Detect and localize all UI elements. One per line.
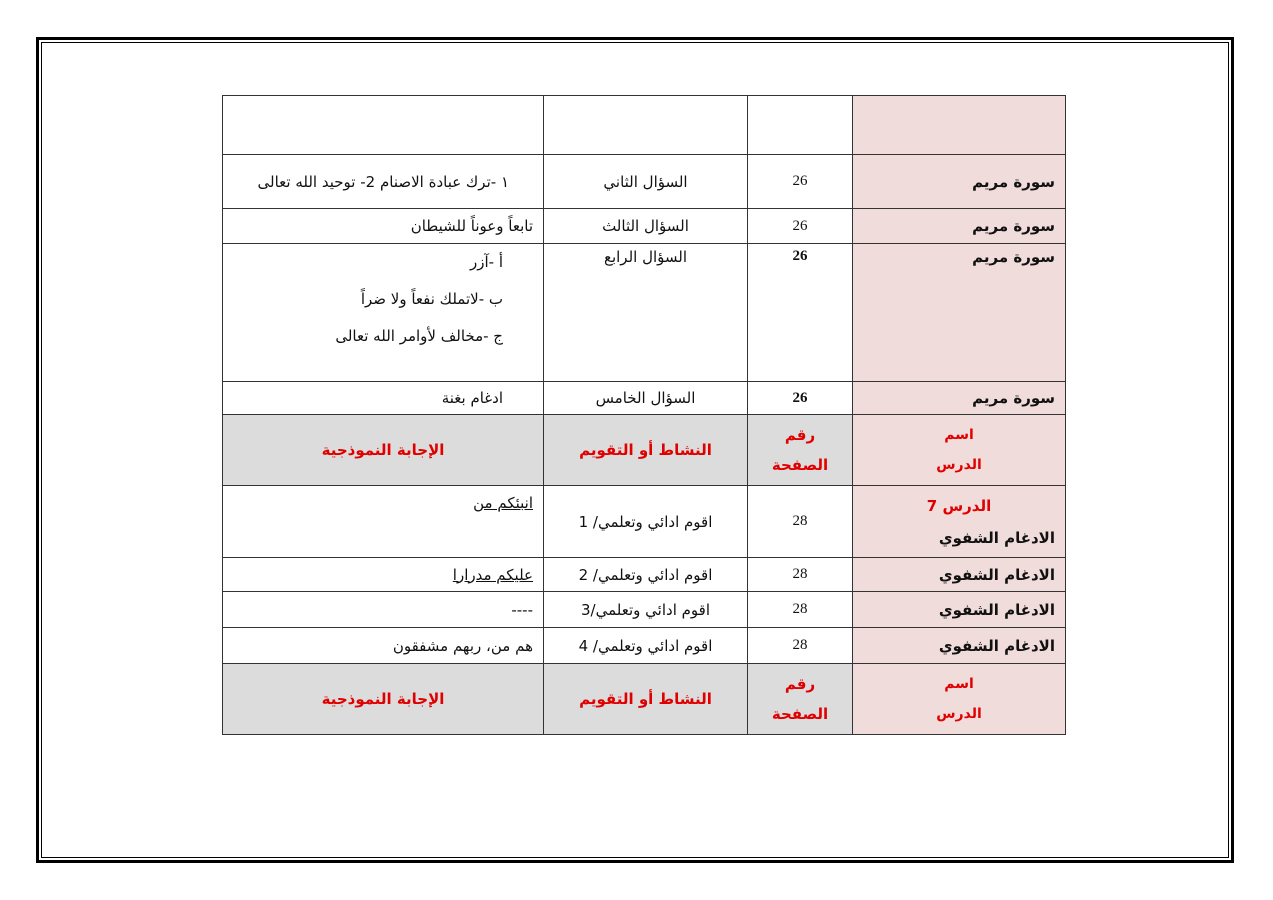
answer-cell: ١ -ترك عبادة الاصنام 2- توحيد الله تعالى bbox=[223, 155, 544, 209]
table-row bbox=[223, 382, 1066, 415]
activity-cell bbox=[544, 96, 748, 155]
table-row bbox=[223, 155, 1066, 209]
header-lesson-line: اسم bbox=[944, 676, 974, 692]
page-cell bbox=[748, 96, 853, 155]
table-row bbox=[223, 558, 1066, 592]
activity-cell: السؤال الثاني bbox=[544, 155, 748, 209]
header-lesson bbox=[853, 664, 1066, 735]
header-row bbox=[223, 415, 1066, 486]
answer-cell bbox=[223, 558, 544, 592]
header-answer: الإجابة النموذجية bbox=[223, 415, 544, 486]
table-row bbox=[223, 209, 1066, 244]
header-activity: النشاط أو التقويم bbox=[544, 664, 748, 735]
answer-text: عليكم مدرارا bbox=[452, 565, 533, 584]
header-answer: الإجابة النموذجية bbox=[223, 664, 544, 735]
lesson-cell: سورة مريم bbox=[853, 155, 1066, 209]
table-row bbox=[223, 628, 1066, 664]
answer-line: ج -مخالف لأوامر الله تعالى bbox=[335, 327, 503, 345]
lesson-cell bbox=[853, 96, 1066, 155]
lesson-cell: سورة مريم bbox=[853, 209, 1066, 244]
page-cell: 28 bbox=[748, 558, 853, 592]
header-lesson-line: الدرس bbox=[936, 457, 982, 473]
lesson-cell bbox=[853, 486, 1066, 558]
page-cell: 26 bbox=[748, 209, 853, 244]
header-lesson bbox=[853, 415, 1066, 486]
page-cell: 26 bbox=[748, 155, 853, 209]
table-row bbox=[223, 486, 1066, 558]
page-cell: 28 bbox=[748, 486, 853, 558]
answer-cell: ---- bbox=[223, 592, 544, 628]
page-cell: 28 bbox=[748, 628, 853, 664]
table-row bbox=[223, 592, 1066, 628]
answer-cell: تابعاً وعوناً للشيطان bbox=[223, 209, 544, 244]
header-row bbox=[223, 664, 1066, 735]
activity-cell: اقوم ادائي وتعلمي/ 4 bbox=[544, 628, 748, 664]
table-row bbox=[223, 96, 1066, 155]
header-page-line: الصفحة bbox=[771, 705, 829, 723]
answer-cell: ادغام بغنة bbox=[223, 382, 544, 415]
answer-cell: هم من، ربهم مشفقون bbox=[223, 628, 544, 664]
activity-cell: اقوم ادائي وتعلمي/3 bbox=[544, 592, 748, 628]
answer-line: ب -لاتملك نفعاً ولا ضراً bbox=[360, 290, 503, 308]
page-cell: 28 bbox=[748, 592, 853, 628]
lesson-cell: سورة مريم bbox=[853, 244, 1066, 382]
activity-cell: السؤال الخامس bbox=[544, 382, 748, 415]
answers-table bbox=[222, 95, 1066, 735]
header-page-line: رقم bbox=[784, 426, 816, 444]
header-lesson-line: الدرس bbox=[936, 706, 982, 722]
header-page-line: الصفحة bbox=[771, 456, 829, 474]
page-cell: 26 bbox=[748, 382, 853, 415]
answer-cell bbox=[223, 96, 544, 155]
lesson-cell: الادغام الشفوي bbox=[853, 592, 1066, 628]
lesson-cell: الادغام الشفوي bbox=[853, 628, 1066, 664]
activity-cell: السؤال الرابع bbox=[544, 244, 748, 382]
lesson-title: الدرس 7 bbox=[926, 496, 992, 515]
header-page-line: رقم bbox=[784, 675, 816, 693]
header-page bbox=[748, 415, 853, 486]
activity-cell: اقوم ادائي وتعلمي/ 1 bbox=[544, 486, 748, 558]
header-page bbox=[748, 664, 853, 735]
answer-cell bbox=[223, 486, 544, 558]
answer-text: انبئكم من bbox=[473, 494, 533, 512]
page-cell: 26 bbox=[748, 244, 853, 382]
activity-cell: السؤال الثالث bbox=[544, 209, 748, 244]
header-lesson-line: اسم bbox=[944, 427, 974, 443]
activity-cell: اقوم ادائي وتعلمي/ 2 bbox=[544, 558, 748, 592]
header-activity: النشاط أو التقويم bbox=[544, 415, 748, 486]
lesson-subtitle: الادغام الشفوي bbox=[938, 528, 1055, 547]
answer-cell bbox=[223, 244, 544, 382]
lesson-cell: الادغام الشفوي bbox=[853, 558, 1066, 592]
answer-line: أ -آزر bbox=[469, 253, 503, 271]
lesson-cell: سورة مريم bbox=[853, 382, 1066, 415]
table-row bbox=[223, 244, 1066, 382]
